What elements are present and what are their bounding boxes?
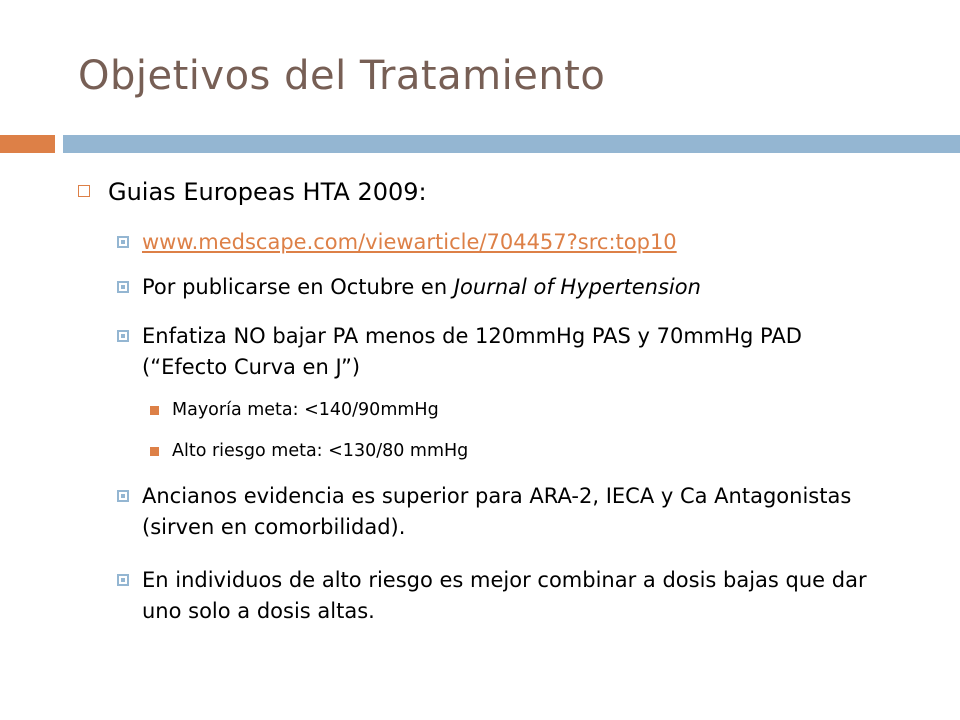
publish-text (142, 272, 882, 303)
square-bullet-icon (117, 574, 129, 586)
square-bullet-icon (117, 281, 129, 293)
target-text: Mayoría meta: <140/90mmHg (172, 400, 439, 420)
slide-title: Objetivos del Tratamiento (78, 53, 606, 99)
heading-text: Guias Europeas HTA 2009: (108, 178, 427, 206)
square-bullet-icon (117, 330, 129, 342)
medscape-link[interactable]: www.medscape.com/viewarticle/704457?src:top10 (142, 230, 677, 254)
elderly-text: Ancianos evidencia es superior para ARA-2, IECA y Ca Antagonistas (sirven en comorbilidad). (142, 484, 852, 539)
filled-square-bullet-icon (150, 447, 159, 456)
target-text: Alto riesgo meta: <130/80 mmHg (172, 441, 469, 461)
publish-prefix: Por publicarse en Octubre en (142, 275, 454, 299)
combination-text: En individuos de alto riesgo es mejor combinar a dosis bajas que dar uno solo a dosis altas. (142, 568, 867, 623)
hollow-square-bullet-icon (78, 185, 90, 197)
journal-name: Journal of Hypertension (453, 275, 701, 299)
square-bullet-icon (117, 490, 129, 502)
filled-square-bullet-icon (150, 406, 159, 415)
square-bullet-icon (117, 236, 129, 248)
emphasis-text: Enfatiza NO bajar PA menos de 120mmHg PAS y 70mmHg PAD (“Efecto Curva en J”) (142, 324, 802, 379)
